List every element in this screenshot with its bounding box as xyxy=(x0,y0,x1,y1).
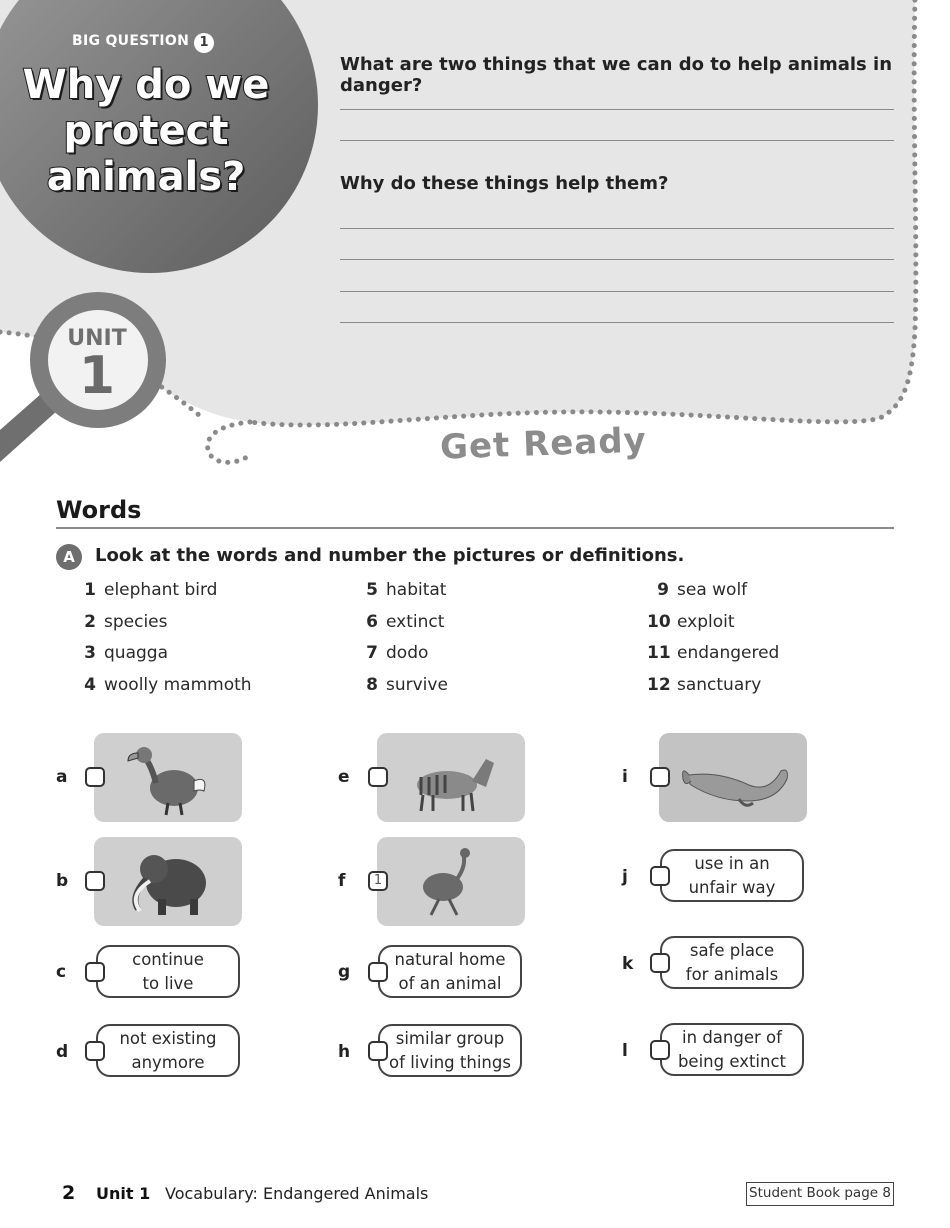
item-letter: h xyxy=(338,1042,351,1062)
word-item: 5 habitat xyxy=(366,580,447,600)
answer-box-g[interactable] xyxy=(368,962,388,982)
definition-l xyxy=(660,1023,804,1076)
answer-line[interactable] xyxy=(340,109,894,110)
big-question-title xyxy=(18,62,274,200)
definition-k xyxy=(660,936,804,989)
definition-g xyxy=(378,945,522,998)
woolly-mammoth-icon xyxy=(94,837,242,926)
word-item: 8 survive xyxy=(366,675,448,695)
mammoth-picture xyxy=(94,837,242,926)
item-letter: b xyxy=(56,871,69,891)
item-letter: k xyxy=(622,954,634,974)
word-item: 12 sanctuary xyxy=(647,675,762,695)
sea-wolf-picture xyxy=(659,733,807,822)
definition-line: anymore xyxy=(131,1053,205,1072)
answer-box-h[interactable] xyxy=(368,1041,388,1061)
elephant-bird-icon xyxy=(377,837,525,926)
elephant-bird-picture xyxy=(377,837,525,926)
definition-line: to live xyxy=(142,974,194,993)
item-letter: l xyxy=(622,1041,628,1061)
definition-line: in danger of xyxy=(682,1028,782,1047)
answer-box-j[interactable] xyxy=(650,866,670,886)
word-item: 6 extinct xyxy=(366,612,445,632)
answer-line[interactable] xyxy=(340,291,894,292)
definition-line: being extinct xyxy=(677,1052,787,1071)
definition-line: natural home xyxy=(394,950,506,969)
answer-box-c[interactable] xyxy=(85,962,105,982)
item-letter: c xyxy=(56,962,67,982)
word-item: 11 endangered xyxy=(647,643,780,663)
word-item: 3 quagga xyxy=(84,643,168,663)
definition-j xyxy=(660,849,804,902)
quagga-picture xyxy=(377,733,525,822)
item-letter: f xyxy=(338,871,346,891)
item-letter: g xyxy=(338,962,351,982)
big-question-number: 1 xyxy=(194,33,214,53)
word-item: 10 exploit xyxy=(647,612,735,632)
answer-line[interactable] xyxy=(340,322,894,323)
quagga-icon xyxy=(377,733,525,822)
definition-line: use in an xyxy=(694,854,770,873)
unit-label: UNIT xyxy=(67,326,127,351)
answer-box-f[interactable]: 1 xyxy=(368,871,388,891)
big-question-label: BIG QUESTION xyxy=(72,33,190,49)
dodo-icon xyxy=(94,733,242,822)
definition-line: of an animal xyxy=(398,974,502,993)
definition-c xyxy=(96,945,240,998)
answer-box-b[interactable] xyxy=(85,871,105,891)
definition-d xyxy=(96,1024,240,1077)
item-letter: j xyxy=(622,867,628,887)
section-title: Get Ready xyxy=(439,420,648,468)
word-item: 4 woolly mammoth xyxy=(84,675,252,695)
answer-box-d[interactable] xyxy=(85,1041,105,1061)
item-letter: i xyxy=(622,767,628,787)
word-item: 1 elephant bird xyxy=(84,580,218,600)
word-item: 9 sea wolf xyxy=(657,580,748,600)
definition-h xyxy=(378,1024,522,1077)
answer-box-e[interactable] xyxy=(368,767,388,787)
answer-line[interactable] xyxy=(340,228,894,229)
title-line: animals? xyxy=(46,154,246,200)
title-line: protect xyxy=(63,108,229,154)
title-line: Why do we xyxy=(22,62,270,108)
unit-number: 1 xyxy=(78,346,116,406)
definition-line: not existing xyxy=(119,1029,217,1048)
page-number: 2 xyxy=(62,1182,76,1204)
sea-wolf-icon xyxy=(659,733,807,822)
dodo-picture xyxy=(94,733,242,822)
definition-line: similar group xyxy=(395,1029,505,1048)
definition-line: of living things xyxy=(389,1053,511,1072)
divider xyxy=(56,527,894,529)
student-book-reference: Student Book page 8 xyxy=(746,1182,894,1206)
footer-topic: Vocabulary: Endangered Animals xyxy=(165,1184,429,1203)
answer-line[interactable] xyxy=(340,259,894,260)
footer-unit: Unit 1 xyxy=(96,1184,151,1203)
activity-badge: A xyxy=(56,544,82,570)
item-letter: a xyxy=(56,767,68,787)
words-heading: Words xyxy=(56,496,142,524)
answer-box-k[interactable] xyxy=(650,953,670,973)
definition-line: safe place xyxy=(689,941,775,960)
definition-line: continue xyxy=(132,950,204,969)
answer-line[interactable] xyxy=(340,140,894,141)
definition-line: for animals xyxy=(685,965,779,984)
question-1: What are two things that we can do to help animals in danger? xyxy=(340,54,893,96)
item-letter: d xyxy=(56,1042,69,1062)
answer-box-a[interactable] xyxy=(85,767,105,787)
word-item: 7 dodo xyxy=(366,643,429,663)
word-item: 2 species xyxy=(84,612,168,632)
answer-box-i[interactable] xyxy=(650,767,670,787)
definition-line: unfair way xyxy=(688,878,776,897)
item-letter: e xyxy=(338,767,350,787)
question-2: Why do these things help them? xyxy=(340,173,669,194)
instruction: Look at the words and number the pictures or definitions. xyxy=(95,545,685,566)
answer-box-l[interactable] xyxy=(650,1040,670,1060)
